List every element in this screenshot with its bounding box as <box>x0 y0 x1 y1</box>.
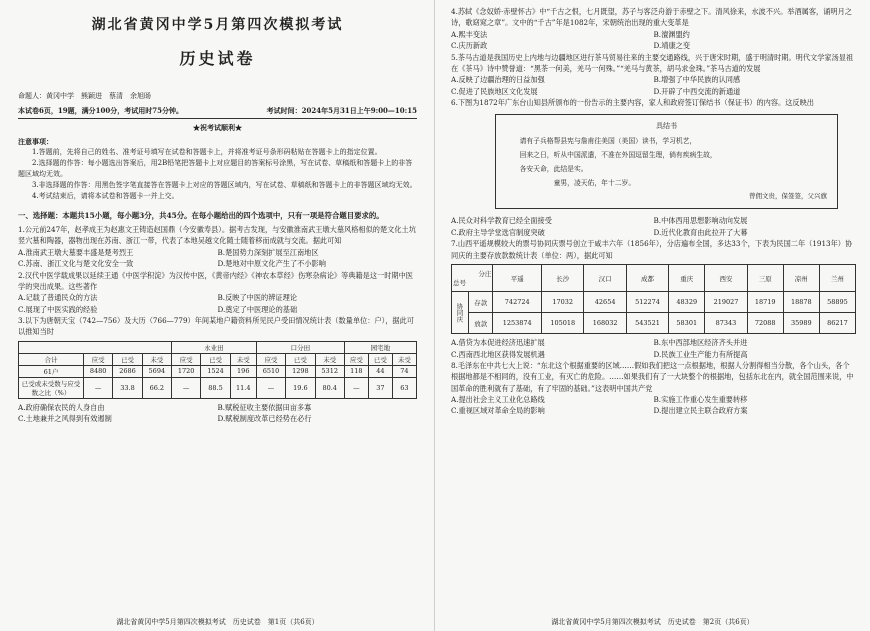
city-header: 兰州 <box>819 265 855 292</box>
city-header: 西安 <box>705 265 747 292</box>
document-line: 回来之日，听从中国派遣，不准在外国逗留生理，倘有疾病生故， <box>519 151 717 160</box>
table-cell: 58895 <box>819 292 855 313</box>
table-cell: 5694 <box>142 365 171 377</box>
city-header: 成都 <box>626 265 668 292</box>
table-cell: — <box>84 377 113 398</box>
table-cell: 42654 <box>584 292 626 313</box>
table-cell: 37 <box>368 377 392 398</box>
table-cell: 5312 <box>315 365 344 377</box>
document-line: 童男，凌天佑，年十二岁。 <box>519 179 636 188</box>
exam-notes <box>18 136 417 202</box>
exam-info-right: 考试时间：2024年5月31日上午9:00—10:15 <box>266 106 417 115</box>
table-cell: 35989 <box>783 313 819 334</box>
table-cell: 11.4 <box>230 377 256 398</box>
table-group-header: 永业田 <box>171 341 256 353</box>
option-c[interactable]: C.西南西北地区获得发展机遇 <box>451 349 545 359</box>
question-7-stem: 7.山西平遥规模较大的票号协同庆票号创立于咸丰六年（1856年），分店遍布全国，多达33个，下表为民国二年（1913年）协同庆的主要存放款数统计表（单位：两），据此可知 <box>451 239 853 260</box>
table-row <box>452 313 856 334</box>
option-d[interactable]: D.奠定了中医理论的基础 <box>217 304 298 314</box>
table-header: 未受 <box>392 353 416 365</box>
table-cell: 44 <box>368 365 392 377</box>
question-4-options <box>451 40 856 52</box>
note-item: 1.答题前，先将自己的姓名、准考证号填写在试卷和答题卡上，并将准考证号条形码粘贴在答题卡上的指定位置。 <box>32 148 382 156</box>
table-cell: 118 <box>344 365 368 377</box>
corner-bottom: 总号 <box>453 279 466 288</box>
option-d[interactable]: D.楚地对中原文化产生了不小影响 <box>217 259 326 269</box>
section-heading: 一、选择题：本题共15小题，每小题3分，共45分。在每小题给出的四个选项中，只有一项是符合题目要求的。 <box>18 211 384 220</box>
option-c[interactable]: C.展现了中医实践的经验 <box>18 304 98 314</box>
good-luck-line: ★祝考试顺利★ <box>193 123 242 132</box>
question-8-options <box>451 405 856 417</box>
option-b[interactable]: B.反映了中医的辨证理论 <box>217 293 297 303</box>
option-b[interactable]: B.东中西部地区经济齐头并进 <box>653 338 748 348</box>
option-b[interactable]: B.中体西用思想影响动向发展 <box>653 216 748 226</box>
table-cell: 742724 <box>493 292 542 313</box>
table-cell: 63 <box>392 377 416 398</box>
option-d[interactable]: D.靖康之变 <box>653 41 691 51</box>
table-cell: 196 <box>230 365 256 377</box>
table-cell: 1524 <box>201 365 230 377</box>
document-signature: 曾佣文贵，保签签，父兴旗 <box>749 192 827 201</box>
bank-table <box>451 264 856 334</box>
option-a[interactable]: A.淮南武王墩大墓要丰盛是楚考烈王 <box>18 247 134 257</box>
question-1-stem: 1.公元前247年，赵孝成王为赵惠文王铸造赵国鼎（今安徽寿县）。据考古发现，与安徽淮南武王墩大墓风格相似的楚文化土坑竖穴墓和陶器，器物出现在苏南、浙江一带，代表了本地吴越文化随士随着移而成就与交流。据此可知 <box>18 225 416 246</box>
table-cell: 66.2 <box>142 377 171 398</box>
document-line: 各安天命，此结是实。 <box>519 165 588 174</box>
document-title: 具结书 <box>656 122 677 131</box>
table-header: 未受 <box>315 353 344 365</box>
table-group-header: 口分田 <box>256 341 344 353</box>
table-row <box>19 377 417 398</box>
table-header: 已受 <box>368 353 392 365</box>
note-item: 3.非选择题的作答：用黑色签字笔直接答在答题卡上对应的答题区域内，写在试卷、草稿纸和答题卡上的非答题区域均无效。 <box>32 181 417 189</box>
table-cell: 48329 <box>669 292 705 313</box>
option-a[interactable]: A.民众对科学教育已经全面接受 <box>451 216 552 226</box>
table-header: 已受 <box>113 353 142 365</box>
table-header: 应受 <box>256 353 285 365</box>
table-cell: 18719 <box>747 292 783 313</box>
table-cell: 2686 <box>113 365 142 377</box>
option-c[interactable]: C.政府主导学堂选官制度突破 <box>451 227 545 237</box>
exam-page-2 <box>435 0 870 631</box>
land-table <box>18 341 417 399</box>
table-cell: 已受或未受数与应受数之比（%） <box>19 377 84 398</box>
city-header: 长沙 <box>542 265 584 292</box>
table-cell: 512274 <box>626 292 668 313</box>
exam-info-left: 本试卷6页，19题，满分100分，考试用时75分钟。 <box>18 106 183 115</box>
table-cell: 1720 <box>171 365 200 377</box>
table-cell: — <box>256 377 285 398</box>
table-header: 未受 <box>230 353 256 365</box>
question-4-options <box>451 29 856 41</box>
group-label: 协同庆 <box>452 292 469 334</box>
notes-title: 注意事项： <box>18 137 53 146</box>
question-4-stem: 4.苏轼《念奴娇·赤壁怀古》中“千古之恨，七月既望，苏子与客泛舟游于赤壁之下。清风徐来，水波不兴。举酒属客，诵明月之诗，歌窈窕之章”。文中的“千古”年是1082年，宋朝统治出现的重大变革是 <box>451 7 852 28</box>
question-3-options <box>18 413 417 425</box>
row-label: 放款 <box>469 313 493 334</box>
table-cell: 74 <box>392 365 416 377</box>
exam-info-line <box>18 105 417 119</box>
table-group-header: 园宅地 <box>344 341 416 353</box>
option-c[interactable]: C.土地兼并之风得到有效遏制 <box>18 414 112 424</box>
question-3-stem: 3.以下为唐朝天宝（742—756）及大历（766—779）年间某地户籍资料所见民户受田情况统计表（数量单位：户），据此可以推知当时 <box>18 316 414 337</box>
question-7-options <box>451 337 856 349</box>
table-cell: 543521 <box>626 313 668 334</box>
option-a[interactable]: A.借贷为本促进经济迅速扩展 <box>451 338 545 348</box>
corner-top: 分庄 <box>478 270 492 279</box>
table-cell: 33.8 <box>113 377 142 398</box>
question-2-options <box>18 292 417 304</box>
question-5-options <box>451 74 856 86</box>
option-c[interactable]: C.苏南、浙江文化与楚文化安全一致 <box>18 259 134 269</box>
table-cell: 6510 <box>256 365 285 377</box>
table-corner-header <box>452 265 493 292</box>
table-blank-cell <box>19 341 172 353</box>
table-cell: 17032 <box>542 292 584 313</box>
option-c[interactable]: C.庆历新政 <box>451 41 488 51</box>
question-3-options <box>18 402 417 414</box>
question-6-stem: 6.下图为1872年广东台山知县所颁布的一份告示的主要内容，家人和政府签订保结书（保证书）的内容。这反映出 <box>451 98 814 108</box>
table-cell: 86217 <box>819 313 855 334</box>
table-cell: 1298 <box>286 365 315 377</box>
option-d[interactable]: D.赋税制度改革已经势在必行 <box>217 414 312 424</box>
page-footer: 湖北省黄冈中学5月第四次模拟考试 历史试卷 第2页（共6页） <box>551 618 754 626</box>
option-d[interactable]: D.开辟了中西交流的新通道 <box>653 86 741 96</box>
table-cell: 19.6 <box>286 377 315 398</box>
option-a[interactable]: A.熙丰变法 <box>451 29 488 39</box>
question-5-stem: 5.茶马古道是我国历史上内地与边疆地区进行茶马贸易往来的主要交通路线，兴于唐宋时期，盛于明清时期。明代文学家汤显祖在《茶马》诗中赞誉道：“黑茶一何美，羌马一何殊。”“羌马与黄茶，胡马求金珠。”茶马古道的发展 <box>451 52 854 73</box>
table-header: 未受 <box>142 353 171 365</box>
option-a[interactable]: A.政府确保农民的人身自由 <box>18 402 105 412</box>
exam-subject: 历史试卷 <box>179 49 256 68</box>
table-header: 应受 <box>171 353 200 365</box>
table-cell: 87343 <box>705 313 747 334</box>
option-b[interactable]: B.增强了中华民族的认同感 <box>653 75 741 85</box>
table-cell: 72088 <box>747 313 783 334</box>
option-d[interactable]: D.提出建立民主联合政府方案 <box>653 406 748 416</box>
option-b[interactable]: B.赋税征收主要依据田亩多寡 <box>217 402 312 412</box>
row-label: 存款 <box>469 292 493 313</box>
table-cell: 80.4 <box>315 377 344 398</box>
city-header: 凉州 <box>783 265 819 292</box>
table-cell: 58301 <box>669 313 705 334</box>
table-row <box>19 365 417 377</box>
note-item: 4.考试结束后，请将本试卷和答题卡一并上交。 <box>32 192 179 200</box>
table-cell: — <box>171 377 200 398</box>
question-1-options <box>18 258 417 270</box>
option-b[interactable]: B.实施工作重心发生重要转移 <box>653 394 748 404</box>
note-item: 2.选择题的作答：每小题选出答案后，用2B铅笔把答题卡上对应题目的答案标号涂黑，写在试卷、草稿纸和答题卡上的非答题区域均无效。 <box>18 159 413 178</box>
question-2-options <box>18 304 417 316</box>
question-1-options <box>18 247 417 259</box>
city-header: 汉口 <box>584 265 626 292</box>
table-cell: 219027 <box>705 292 747 313</box>
table-header: 已受 <box>286 353 315 365</box>
question-7-options <box>451 349 856 361</box>
table-header: 已受 <box>201 353 230 365</box>
question-8-stem: 8.毛泽东在中共七大上说：“东北这个根据重要的区域……假如我们把这一点根据地，根据人分割得相当分散，各个山头，各个根据地都是不相同的，没有工业，有灭亡的危险。……如果我们有了一大块整个的根据地，包括东北在内，就全国范围来说，中国革命的胜利就有了基础，有了牢固的基础。”这表明中国共产党 <box>451 361 854 393</box>
option-b[interactable]: B.楚国势力深刻扩展至江南地区 <box>217 247 319 257</box>
guarantee-document <box>495 114 838 209</box>
table-cell: 8480 <box>84 365 113 377</box>
option-a[interactable]: A.记载了普通民众的方法 <box>18 293 98 303</box>
option-d[interactable]: D.近代化教育由此拉开了大幕 <box>653 227 748 237</box>
option-a[interactable]: A.提出社会主义工业化总路线 <box>451 394 545 404</box>
document-line: 请有子兵格帮县宪与詹甫往美国（美国）读书，学习机艺， <box>519 137 697 146</box>
table-cell: 88.5 <box>201 377 230 398</box>
table-cell: 168032 <box>584 313 626 334</box>
option-b[interactable]: B.澶渊盟约 <box>653 29 690 39</box>
table-header: 合计 <box>19 353 84 365</box>
question-2-stem: 2.汉代中医学载成果以延续王通《中医学积淀》为汉传中医，《黄帝内经》《神农本草经》伤寒杂病论》等典籍是这一时期中医学的突出成果。这些著作 <box>18 270 413 291</box>
option-a[interactable]: A.反映了边疆治理的日益加强 <box>451 75 545 85</box>
city-header: 重庆 <box>669 265 705 292</box>
table-cell: 1253874 <box>493 313 542 334</box>
option-d[interactable]: D.民族工业生产能力有所提高 <box>653 349 748 359</box>
table-cell: 61户 <box>19 365 84 377</box>
question-6-options <box>451 227 856 239</box>
city-header: 平遥 <box>493 265 542 292</box>
proposers-line: 命题人：黄冈中学 熊颖进 蔡清 余旭旸 <box>18 92 151 100</box>
question-8-options <box>451 394 856 406</box>
exam-title: 湖北省黄冈中学5月第四次模拟考试 <box>91 17 344 33</box>
table-header: 应受 <box>344 353 368 365</box>
question-6-options <box>451 215 856 227</box>
question-5-options <box>451 86 856 98</box>
table-cell: 105018 <box>542 313 584 334</box>
table-cell: — <box>344 377 368 398</box>
table-row <box>452 292 856 313</box>
table-header: 应受 <box>84 353 113 365</box>
page-footer: 湖北省黄冈中学5月第四次模拟考试 历史试卷 第1页（共6页） <box>116 618 319 626</box>
city-header: 三原 <box>747 265 783 292</box>
option-c[interactable]: C.重视区域对革命全局的影响 <box>451 406 545 416</box>
table-cell: 18878 <box>783 292 819 313</box>
option-c[interactable]: C.促进了民族地区文化发展 <box>451 86 538 96</box>
